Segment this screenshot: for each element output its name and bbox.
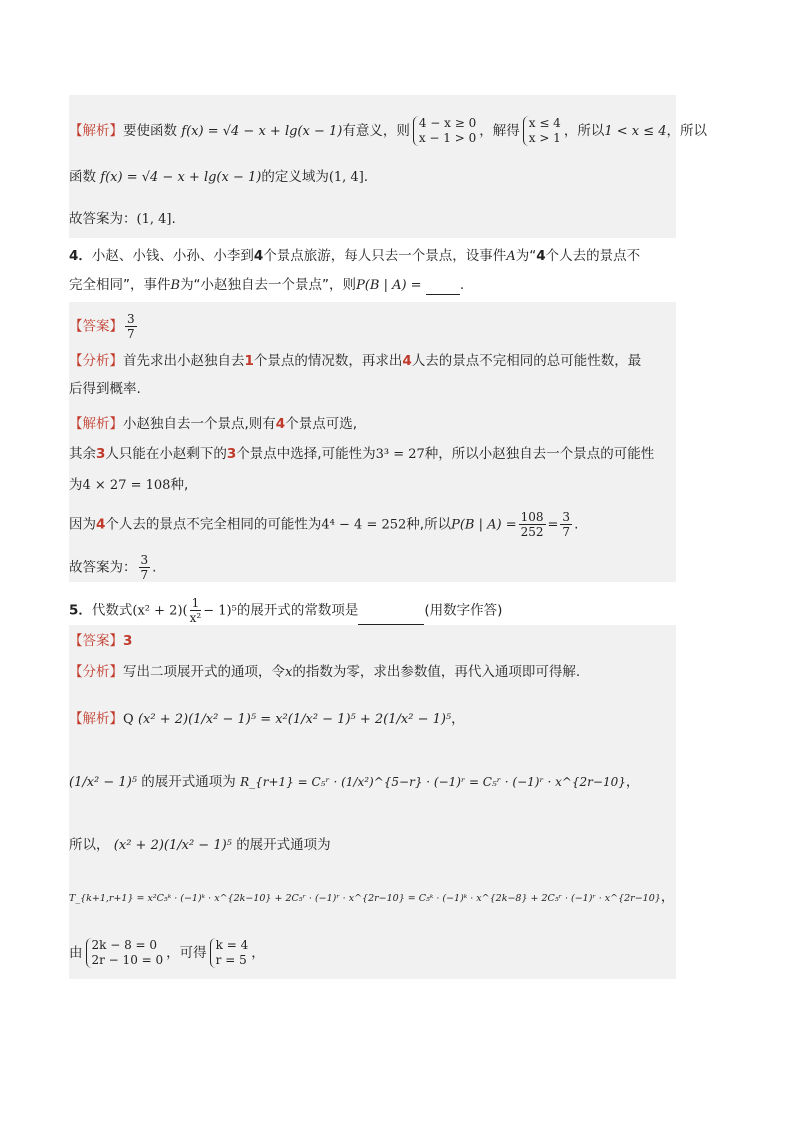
numerator: 3 bbox=[562, 510, 571, 524]
domain-value: (1, 4] bbox=[328, 170, 364, 185]
q3-analysis-line1 bbox=[69, 116, 707, 146]
text: (用数字作答) bbox=[424, 602, 503, 619]
number: 4 bbox=[96, 516, 106, 533]
numerator: 1 bbox=[191, 596, 200, 610]
numerator: 3 bbox=[127, 312, 135, 326]
event-symbol: A bbox=[506, 249, 516, 264]
denominator: x² bbox=[189, 611, 202, 625]
math-expression: 4⁴ − 4 = 252 bbox=[321, 517, 407, 533]
text: . bbox=[459, 277, 465, 293]
text: 因为 bbox=[69, 516, 96, 533]
text: 有意义，则 bbox=[342, 123, 410, 139]
q5-analysis-line3 bbox=[69, 836, 331, 855]
q4-analysis-line1 bbox=[69, 415, 357, 433]
system-row: k = 4 bbox=[215, 938, 249, 952]
q5-analysis-line4 bbox=[69, 888, 674, 908]
text: 种,所以 bbox=[406, 516, 452, 533]
number: 4 bbox=[402, 353, 412, 369]
system-row: 4 − x ≥ 0 bbox=[418, 116, 477, 130]
text: 代数式 bbox=[91, 602, 133, 619]
number: 3 bbox=[226, 446, 237, 462]
math-expression: R_{r+1} = C₅ʳ · (1/x²)^{5−r} · (−1)ʳ = C₅ʳ · (−1)ʳ · x^{2r−10} bbox=[240, 775, 626, 789]
answer-label: 【答案】 bbox=[69, 633, 123, 649]
text: 个人去的景点不完全相同的可能性为 bbox=[105, 516, 322, 533]
denominator: 7 bbox=[140, 568, 149, 582]
text: 人只能在小赵剩下的 bbox=[105, 446, 227, 462]
text: 为“小赵独自去一个景点”，则 bbox=[180, 277, 357, 293]
therefore-symbol: Q bbox=[123, 712, 134, 727]
denominator: 7 bbox=[127, 327, 135, 341]
system-row: x > 1 bbox=[528, 131, 561, 145]
inequality-system bbox=[413, 116, 476, 146]
general-term-expression: T_{k+1,r+1} = x²C₅ᵏ · (−1)ᵏ · x^{2k−10} + 2C₅ʳ · (−1)ʳ · x^{2r−10} = C₅ᵏ · (−1)ᵏ · x^{2k−8} + 2C₅ʳ · (−1)ʳ · x^{2r−10} bbox=[69, 893, 661, 904]
text: 的定义域为 bbox=[261, 169, 329, 185]
math-expression: 4 × 27 = 108 bbox=[82, 478, 171, 493]
text: ，所以 bbox=[666, 123, 708, 139]
text: 人去的景点不完相同的总可能性数，最 bbox=[411, 353, 642, 369]
answer-fraction bbox=[139, 553, 151, 582]
text: . bbox=[171, 211, 176, 227]
text: ， bbox=[251, 945, 265, 961]
system-row: 2k − 8 = 0 bbox=[91, 938, 158, 952]
text: 个景点旅游，每人只去一个景点，设事件 bbox=[263, 248, 507, 264]
system-row: r = 5 bbox=[215, 953, 247, 967]
q3-final-answer bbox=[69, 210, 176, 229]
text: 个景点可选, bbox=[285, 416, 357, 432]
text: ， bbox=[451, 711, 465, 727]
denominator: 7 bbox=[562, 525, 571, 539]
math-expression: (x² + 2)(1/x² − 1)⁵ = x²(1/x² − 1)⁵ + 2(1/x² − 1)⁵ bbox=[137, 712, 452, 727]
equals-sign: = bbox=[547, 517, 559, 533]
equation-system bbox=[86, 938, 164, 968]
fraction bbox=[190, 596, 202, 625]
q5-analysis-line5 bbox=[69, 938, 265, 968]
number: 4 bbox=[275, 416, 286, 432]
text: ，解得 bbox=[479, 123, 520, 139]
math-expression: (x² + 2)(1/x² − 1)⁵ bbox=[113, 838, 232, 853]
q5-stem bbox=[69, 596, 502, 625]
text: 为“ bbox=[515, 248, 537, 264]
text: 的展开式通项为 bbox=[141, 774, 236, 790]
denominator: 252 bbox=[520, 525, 544, 539]
system-row: 2r − 10 = 0 bbox=[91, 953, 164, 967]
number: 4 bbox=[536, 248, 546, 264]
q3-analysis-line2 bbox=[69, 168, 368, 187]
system-row: x − 1 > 0 bbox=[418, 131, 477, 145]
text: ，所以 bbox=[563, 123, 605, 139]
variable: x bbox=[285, 665, 293, 680]
number: 4 bbox=[253, 248, 264, 264]
text: 个人去的景点不 bbox=[545, 248, 641, 264]
text: 后得到概率. bbox=[69, 381, 141, 397]
analysis-label: 【解析】 bbox=[69, 416, 123, 432]
numerator: 3 bbox=[140, 553, 149, 567]
text: . bbox=[152, 559, 157, 576]
probability-expression: P(B | A) = bbox=[451, 517, 517, 533]
function-expression: f(x) = √4 − x + lg(x − 1) bbox=[100, 170, 262, 185]
text: 为 bbox=[69, 477, 83, 493]
analysis-label: 【解析】 bbox=[69, 123, 123, 139]
method-label: 【分析】 bbox=[69, 664, 123, 680]
question-number: 4． bbox=[69, 248, 92, 264]
text: 函数 bbox=[69, 169, 96, 185]
event-symbol: B bbox=[170, 278, 181, 293]
answer-value: 3 bbox=[123, 633, 133, 649]
text: 写出二项展开式的通项，令 bbox=[123, 664, 285, 680]
text: 故答案为： bbox=[69, 559, 137, 576]
text: 首先求出小赵独自去 bbox=[123, 353, 245, 369]
text: 个景点的情况数，再求出 bbox=[253, 353, 403, 369]
q4-stem-line2 bbox=[69, 276, 464, 295]
q5-method-line bbox=[69, 663, 580, 682]
math-expression: − 1)⁵ bbox=[203, 603, 237, 619]
fraction bbox=[519, 510, 546, 539]
text: ， bbox=[625, 774, 640, 790]
number: 1 bbox=[244, 353, 254, 369]
text: 的指数为零，求出参数值，再代入通项即可得解. bbox=[292, 664, 581, 680]
method-label: 【分析】 bbox=[69, 353, 123, 369]
function-expression: f(x) = √4 − x + lg(x − 1) bbox=[181, 124, 343, 139]
text: 要使函数 bbox=[123, 123, 177, 139]
answer-blank bbox=[426, 280, 460, 295]
text: 的展开式通项为 bbox=[236, 837, 331, 853]
probability-expression: P(B | A) = bbox=[356, 278, 422, 293]
text: . bbox=[574, 516, 579, 533]
q5-analysis-line1 bbox=[69, 710, 465, 729]
number: 3 bbox=[96, 446, 106, 462]
text: 的展开式的常数项是 bbox=[236, 602, 359, 619]
q5-analysis-line2 bbox=[69, 773, 639, 792]
answer-fraction bbox=[125, 312, 137, 341]
text: 完全相同”，事件 bbox=[69, 277, 171, 293]
text: 小赵、小钱、小孙、小李到 bbox=[91, 248, 254, 264]
fraction bbox=[560, 510, 572, 539]
q4-method-line1 bbox=[69, 352, 641, 370]
text: 小赵独自去一个景点,则有 bbox=[123, 416, 276, 432]
text: 由 bbox=[69, 945, 83, 961]
inequality: 1 < x ≤ 4 bbox=[604, 124, 667, 139]
system-row: x ≤ 4 bbox=[528, 116, 561, 130]
solution-system bbox=[210, 938, 249, 968]
q4-analysis-line2 bbox=[69, 445, 654, 464]
text: 故答案为： bbox=[69, 211, 137, 227]
q4-analysis-line4 bbox=[69, 510, 578, 539]
text: 所以， bbox=[69, 837, 110, 853]
question-number: 5． bbox=[69, 602, 92, 619]
text: 种，所以小赵独自去一个景点的可能性 bbox=[424, 446, 655, 462]
q4-stem-line1 bbox=[69, 247, 640, 266]
text: ， bbox=[660, 889, 675, 905]
q4-solution-block bbox=[69, 302, 676, 582]
q4-analysis-line3 bbox=[69, 476, 188, 495]
numerator: 108 bbox=[520, 510, 544, 524]
q4-answer-line bbox=[69, 312, 139, 341]
solution-system bbox=[523, 116, 561, 146]
math-expression: (x² + 2)( bbox=[132, 603, 188, 619]
answer-value: (1, 4] bbox=[136, 212, 172, 227]
q4-method-line2 bbox=[69, 380, 141, 398]
text: ，可得 bbox=[166, 945, 207, 961]
text: 其余 bbox=[69, 446, 96, 462]
q5-answer-line bbox=[69, 632, 132, 650]
answer-blank bbox=[358, 610, 424, 625]
math-expression: 3³ = 27 bbox=[375, 447, 425, 462]
text: 个景点中选择,可能性为 bbox=[236, 446, 376, 462]
text: 种, bbox=[170, 477, 189, 493]
q4-final-answer bbox=[69, 553, 156, 582]
text: . bbox=[363, 169, 369, 185]
math-expression: (1/x² − 1)⁵ bbox=[69, 775, 137, 790]
answer-label: 【答案】 bbox=[69, 318, 123, 335]
analysis-label: 【解析】 bbox=[69, 711, 123, 727]
